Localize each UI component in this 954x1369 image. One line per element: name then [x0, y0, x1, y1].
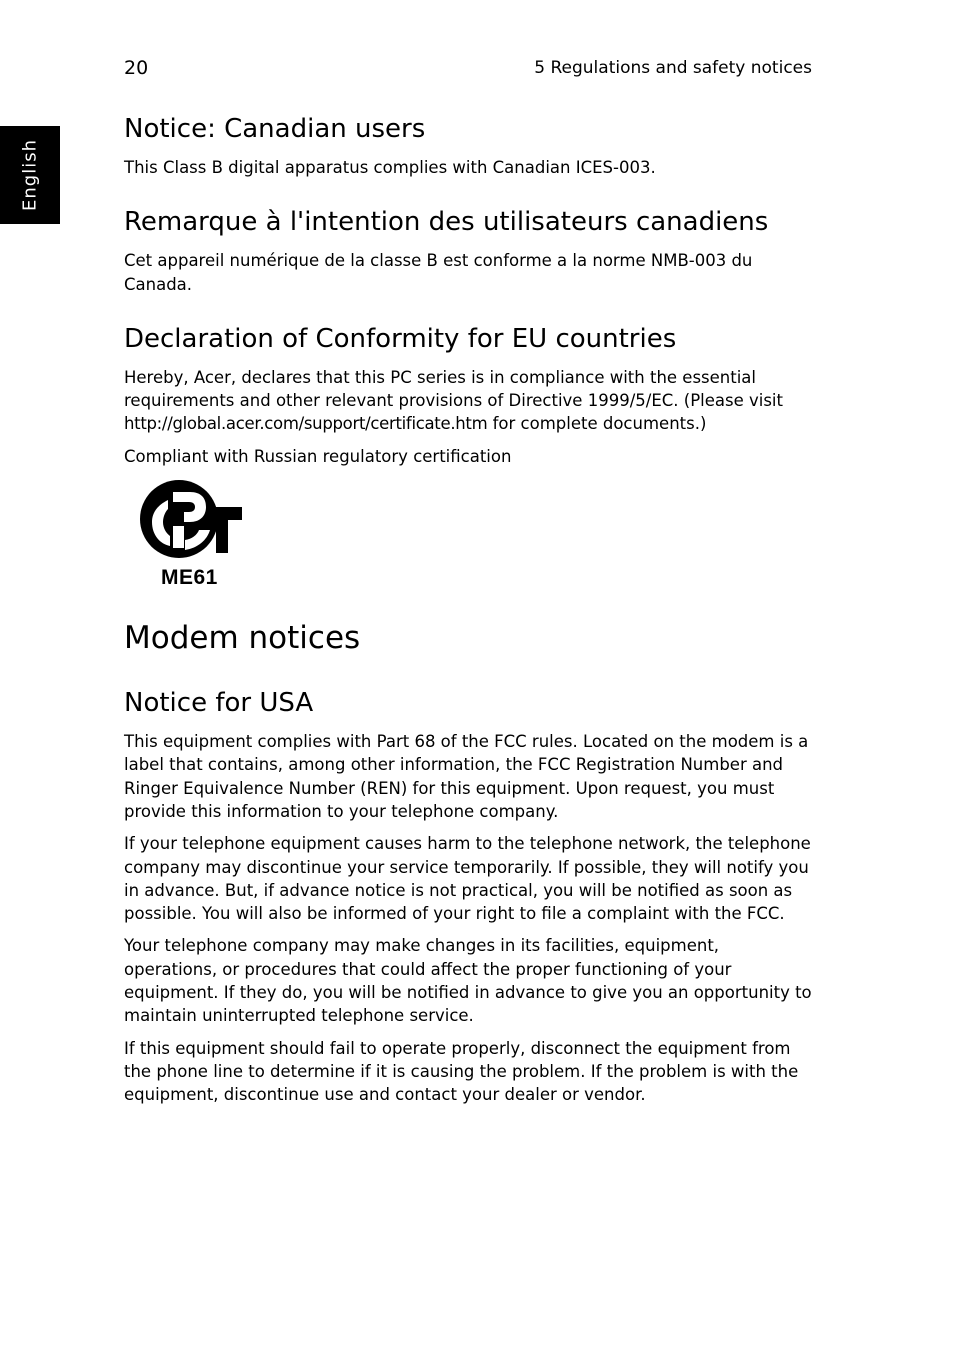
section-notice-usa — [124, 686, 814, 1106]
text-eu-conformity — [124, 366, 814, 436]
modem-notices-title: Modem notices — [124, 620, 361, 657]
text-canadian-users: This Class B digital apparatus complies with Canadian ICES-003. — [124, 158, 656, 177]
language-label: English — [19, 139, 41, 211]
text-canadian-users-fr: Cet appareil numérique de la classe B est conforme a la norme NMB-003 du Canada. — [124, 251, 753, 294]
page-content — [124, 112, 814, 1116]
paragraph: If this equipment should fail to operate properly, disconnect the equipment from the phone line to determine if it is causing the problem. If the problem is with the equipment, discontinue use and contact your dealer or vendor. — [124, 1038, 799, 1105]
heading-canadian-users: Notice: Canadian users — [124, 114, 426, 144]
gost-mark — [138, 478, 248, 590]
paragraph: Your telephone company may make changes in its facilities, equipment, operations, or procedures that could affect the proper functioning of your equipment. If they do, you will be notified in advance to give you an opportunity to maintain uninterrupted telephone service. — [124, 936, 812, 1026]
certificate-link[interactable]: http://global.acer.com/support/certificate.htm — [124, 414, 488, 434]
paragraph: If your telephone equipment causes harm to the telephone network, the telephone company may discontinue your service temporarily. If possible, they will notify you in advance. But, if advance notice is not practical, you will be notified as soon as possible. You will also be informed of your right to file a complaint with the FCC. — [124, 834, 811, 924]
running-header: 5 Regulations and safety notices — [534, 58, 812, 78]
paragraph: This equipment complies with Part 68 of the FCC rules. Located on the modem is a label that contains, among other information, the FCC Registration Number and Ringer Equivalence Number (REN) for this equipment. Upon request, you must provide this information to your telephone company. — [124, 732, 809, 821]
heading-eu-conformity: Declaration of Conformity for EU countries — [124, 323, 677, 354]
page-number: 20 — [124, 57, 149, 79]
section-eu-conformity — [124, 322, 814, 590]
section-canadian-users-fr — [124, 205, 814, 296]
heading-canadian-users-fr: Remarque à l'intention des utilisateurs canadiens — [124, 207, 769, 238]
eu-text-start: Hereby, Acer, declares that this PC series is in compliance with the essential requirements and other relevant provisions of Directive 1999/5/EC. (Please visit — [124, 367, 783, 411]
section-canadian-users — [124, 112, 814, 179]
heading-notice-usa: Notice for USA — [124, 688, 314, 719]
text-russian-certification: Compliant with Russian regulatory certification — [124, 446, 512, 466]
eu-text-end: for complete documents.) — [487, 414, 707, 434]
certification-code: ME61 — [161, 566, 218, 590]
language-side-tab — [0, 126, 60, 224]
gost-r-pct-mark-icon — [138, 478, 242, 560]
